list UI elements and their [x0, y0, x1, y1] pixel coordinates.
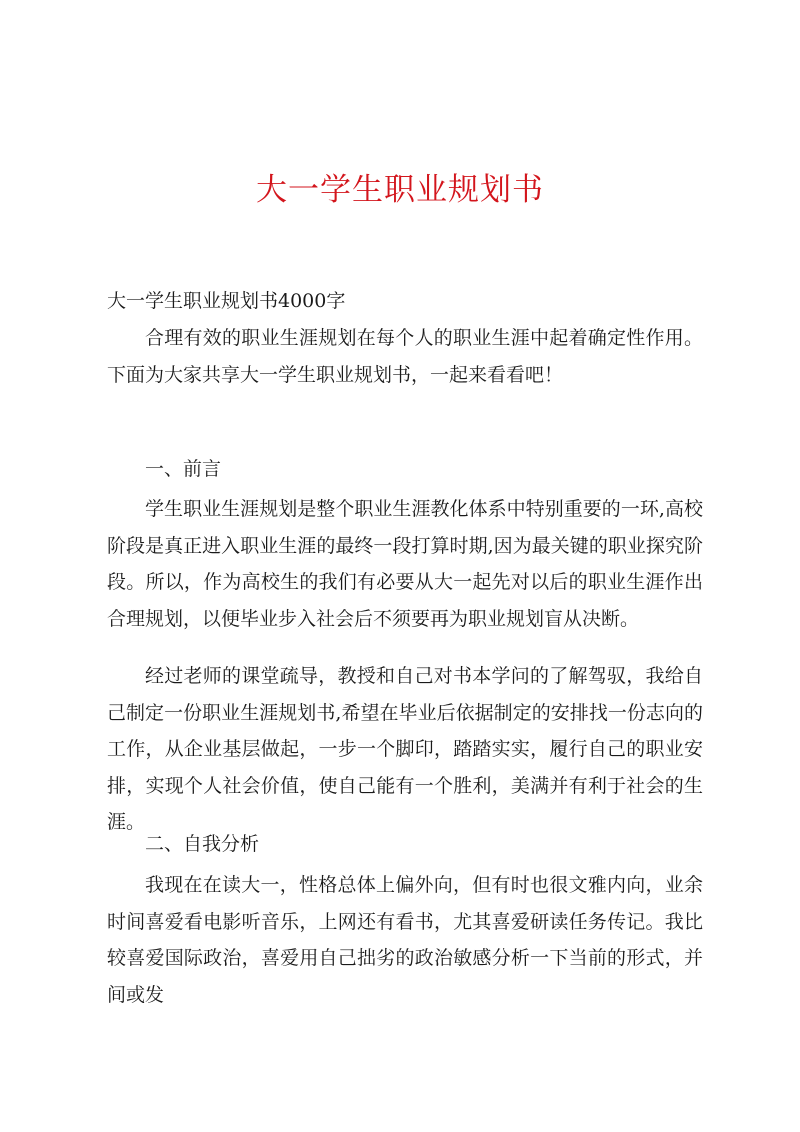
section-heading-self-analysis: 二、自我分析	[145, 833, 260, 855]
intro-paragraph: 合理有效的职业生涯规划在每个人的职业生涯中起着确定性作用。下面为大家共享大一学生职业规划书，一起来看看吧！	[107, 327, 703, 386]
section-heading-preface: 一、前言	[145, 458, 222, 480]
document-title: 大一学生职业规划书	[256, 172, 544, 208]
preface-paragraph-2: 经过老师的课堂疏导，教授和自己对书本学问的了解驾驭，我给自己制定一份职业生涯规划书,希望在毕业后依据制定的安排找一份志向的工作，从企业基层做起，一步一个脚印，踏踏实实，履行自己的职业安排，实现个人社会价值，使自己能有一个胜利，美满并有利于社会的生涯。	[107, 665, 703, 833]
preface-paragraph-1: 学生职业生涯规划是整个职业生涯教化体系中特别重要的一环,高校阶段是真正进入职业生涯的最终一段打算时期,因为最关键的职业探究阶段。所以，作为高校生的我们有必要从大一起先对以后的职业生涯作出合理规划，以便毕业步入社会后不须要再为职业规划盲从决断。	[107, 498, 703, 630]
self-analysis-paragraph-1: 我现在在读大一，性格总体上偏外向，但有时也很文雅内向，业余时间喜爱看电影听音乐，上网还有看书，尤其喜爱研读任务传记。我比较喜爱国际政治，喜爱用自己拙劣的政治敏感分析一下当前的形式，并间或发	[107, 874, 703, 1006]
document-subtitle: 大一学生职业规划书4000字	[107, 290, 346, 312]
